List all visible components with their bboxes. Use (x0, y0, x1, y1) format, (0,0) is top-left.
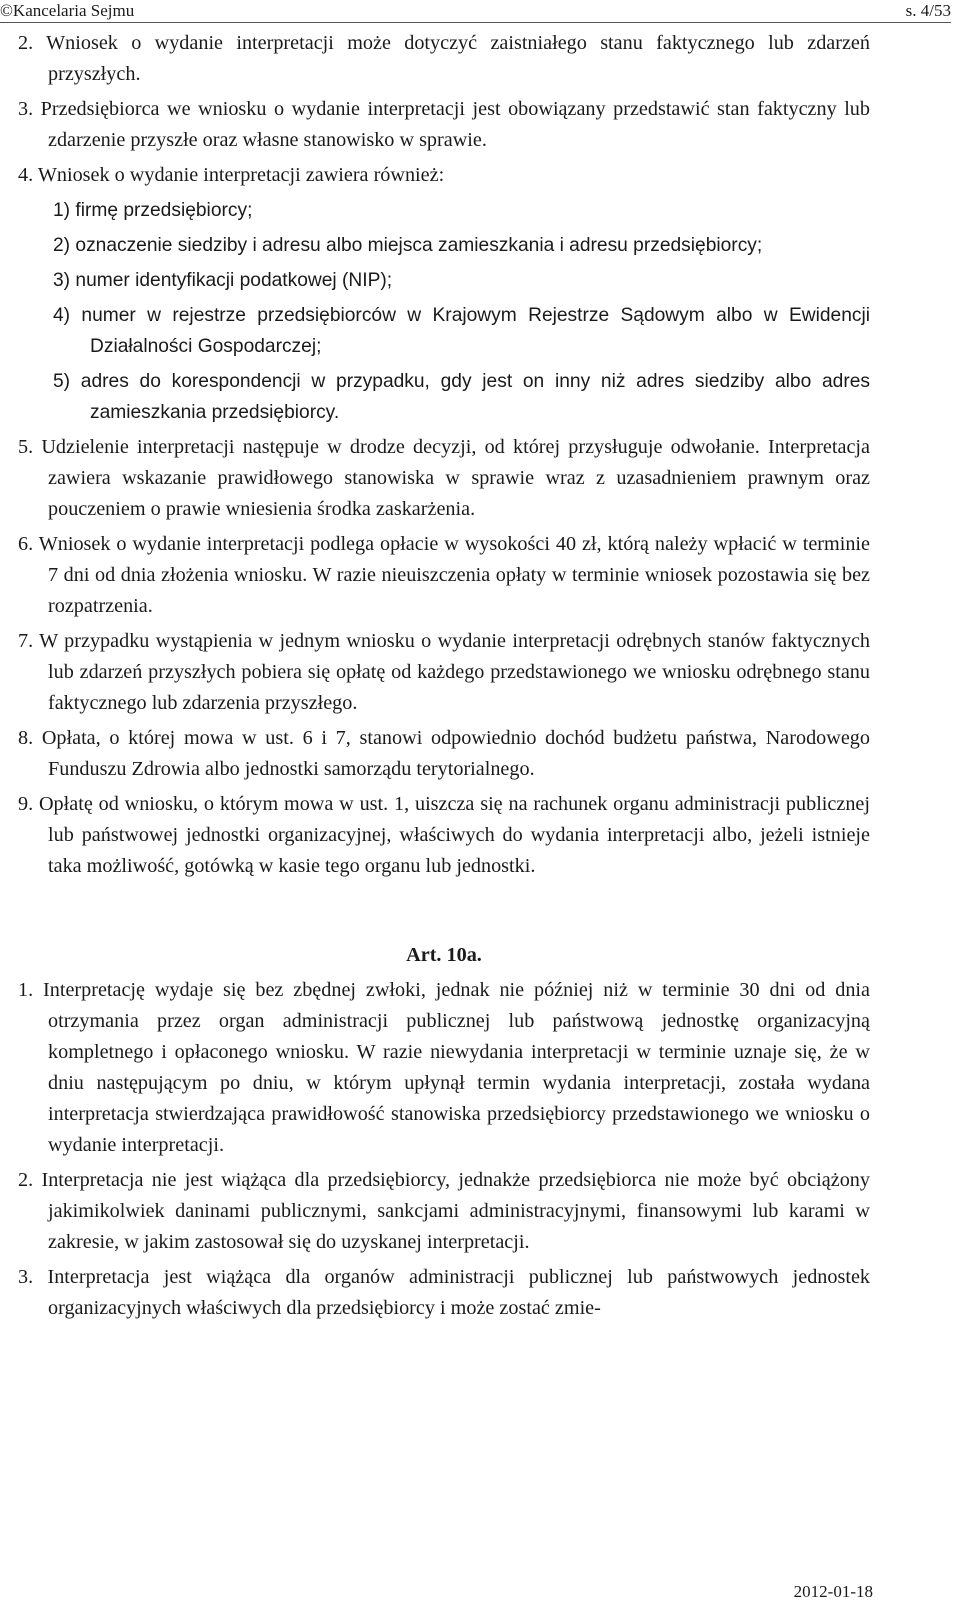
paragraph-4: 4. Wniosek o wydanie interpretacji zawiera również: (18, 164, 445, 186)
paragraph-2: 2. Wniosek o wydanie interpretacji może dotyczyć zaistniałego stanu faktycznego lub zdarzeń przyszłych. (18, 32, 870, 85)
paragraph-8: 8. Opłata, o której mowa w ust. 6 i 7, stanowi odpowiednio dochód budżetu państwa, Narodowego Funduszu Zdrowia albo jednostki samorządu terytorialnego. (18, 727, 870, 780)
paragraph-5: 5. Udzielenie interpretacji następuje w drodze decyzji, od której przysługuje odwołanie. Interpretacja zawiera wskazanie prawidłowego stanowiska w sprawie wraz z uzasadnieniem prawnym oraz pouczeniem o prawie wniesienia środka zaskarżenia. (18, 436, 870, 520)
article-paragraph-2: 2. Interpretacja nie jest wiążąca dla przedsiębiorcy, jednakże przedsiębiorca nie może być obciążony jakimikolwiek daninami publicznymi, sankcjami administracyjnymi, finansowymi lub karami w zakresie, w jakim zastosował się do uzyskanej interpretacji. (18, 1169, 870, 1253)
subitem-3: 3) numer identyfikacji podatkowej (NIP); (53, 270, 393, 291)
paragraph-3: 3. Przedsiębiorca we wniosku o wydanie interpretacji jest obowiązany przedstawić stan faktyczny lub zdarzenie przyszłe oraz własne stanowisko w sprawie. (18, 98, 870, 151)
document-body (18, 28, 870, 1328)
copyright-label: ©Kancelaria Sejmu (0, 1, 135, 20)
paragraph-6: 6. Wniosek o wydanie interpretacji podlega opłacie w wysokości 40 zł, którą należy wpłacić w terminie 7 dni od dnia złożenia wniosku. W razie nieuiszczenia opłaty w terminie wniosek pozostawia się bez rozpatrzenia. (18, 533, 870, 617)
article-title: Art. 10a. (406, 944, 482, 966)
article-paragraph-1: 1. Interpretację wydaje się bez zbędnej zwłoki, jednak nie później niż w terminie 30 dni od dnia otrzymania przez organ administracji publicznej lub państwową jednostkę organizacyjną kompletnego i opłaconego wniosku. W razie niewydania interpretacji w terminie uznaje się, że w dniu następującym po dniu, w którym upłynął termin wydania interpretacji, została wydana interpretacja stwierdzająca prawidłowość stanowiska przedsiębiorcy przedstawionego we wniosku o wydanie interpretacji. (18, 979, 870, 1156)
subitem-4: 4) numer w rejestrze przedsiębiorców w Krajowym Rejestrze Sądowym albo w Ewidencji Działalności Gospodarczej; (53, 305, 870, 357)
page-number: s. 4/53 (905, 1, 951, 20)
subitem-5: 5) adres do korespondencji w przypadku, gdy jest on inny niż adres siedziby albo adres zamieszkania przedsiębiorcy. (53, 371, 870, 423)
article-paragraph-3: 3. Interpretacja jest wiążąca dla organów administracji publicznej lub państwowych jednostek organizacyjnych właściwych dla przedsiębiorcy i może zostać zmie- (18, 1266, 870, 1319)
subitem-2: 2) oznaczenie siedziby i adresu albo miejsca zamieszkania i adresu przedsiębiorcy; (53, 235, 763, 256)
paragraph-7: 7. W przypadku wystąpienia w jednym wniosku o wydanie interpretacji odrębnych stanów faktycznych lub zdarzeń przyszłych pobiera się opłatę od każdego przedstawionego we wniosku odrębnego stanu faktycznego lub zdarzenia przyszłego. (18, 630, 870, 714)
header-divider (0, 22, 951, 23)
paragraph-9: 9. Opłatę od wniosku, o którym mowa w ust. 1, uiszcza się na rachunek organu administracji publicznej lub państwowej jednostki organizacyjnej, właściwych do wydania interpretacji albo, jeżeli istnieje taka możliwość, gotówką w kasie tego organu lub jednostki. (18, 793, 870, 877)
subitem-1: 1) firmę przedsiębiorcy; (53, 200, 253, 221)
footer-date: 2012-01-18 (793, 1582, 873, 1601)
